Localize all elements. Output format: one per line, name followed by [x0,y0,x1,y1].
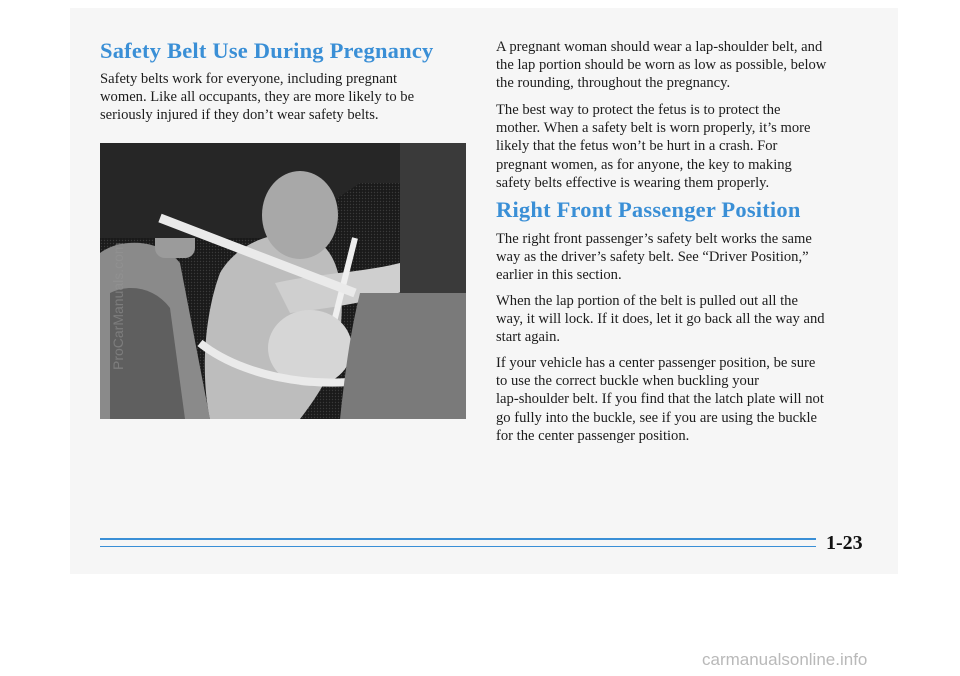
paragraph-line: way as the driver’s safety belt. See “Driver Position,” [496,249,809,266]
section-heading-pregnancy: Safety Belt Use During Pregnancy [100,38,434,63]
paragraph-line: way, it will lock. If it does, let it go back all the way and [496,311,825,328]
paragraph-line: the rounding, throughout the pregnancy. [496,75,731,92]
paragraph-line: The right front passenger’s safety belt works the same [496,231,812,247]
paragraph-line: lap-shoulder belt. If you find that the latch plate will not [496,391,824,408]
paragraph-protect-fetus [496,101,811,192]
paragraph-line: for the center passenger position. [496,427,690,444]
pregnant-passenger-illustration [100,143,466,419]
paragraph-line: start again. [496,329,561,346]
illustration-drawing [100,143,466,419]
paragraph-center-buckle [496,354,824,445]
paragraph-line: safety belts effective is wearing them properly. [496,174,770,191]
footer-rule [100,538,816,540]
paragraph-line: to use the correct buckle when buckling your [496,373,760,390]
paragraph-line: seriously injured if they don’t wear safety belts. [100,107,379,124]
paragraph-line: mother. When a safety belt is worn properly, it’s more [496,120,811,137]
paragraph-intro [100,70,414,125]
paragraph-lap-belt [496,38,826,93]
paragraph-line: women. Like all occupants, they are more likely to be [100,89,415,106]
paragraph-line: A pregnant woman should wear a lap-shoulder belt, and [496,39,823,55]
watermark-side: ProCarManuals.com [110,242,126,370]
paragraph-line: earlier in this section. [496,267,622,284]
paragraph-same-as-driver [496,230,812,285]
paragraph-line: the lap portion should be worn as low as possible, below [496,57,827,74]
paragraph-belt-lock [496,292,825,347]
section-heading-right-front-passenger: Right Front Passenger Position [496,197,801,222]
paragraph-line: The best way to protect the fetus is to protect the [496,102,781,118]
page-number: 1-23 [826,532,863,554]
footer-rule-thin [100,546,816,547]
paragraph-line: likely that the fetus won’t be hurt in a crash. For [496,138,778,155]
paragraph-line: go fully into the buckle, see if you are using the buckle [496,409,817,426]
paragraph-line: pregnant women, as for anyone, the key to making [496,156,792,173]
watermark-bottom: carmanualsonline.info [702,650,868,669]
paragraph-line: When the lap portion of the belt is pulled out all the [496,293,798,309]
paragraph-line: Safety belts work for everyone, including pregnant [100,71,398,87]
paragraph-line: If your vehicle has a center passenger position, be sure [496,355,816,371]
